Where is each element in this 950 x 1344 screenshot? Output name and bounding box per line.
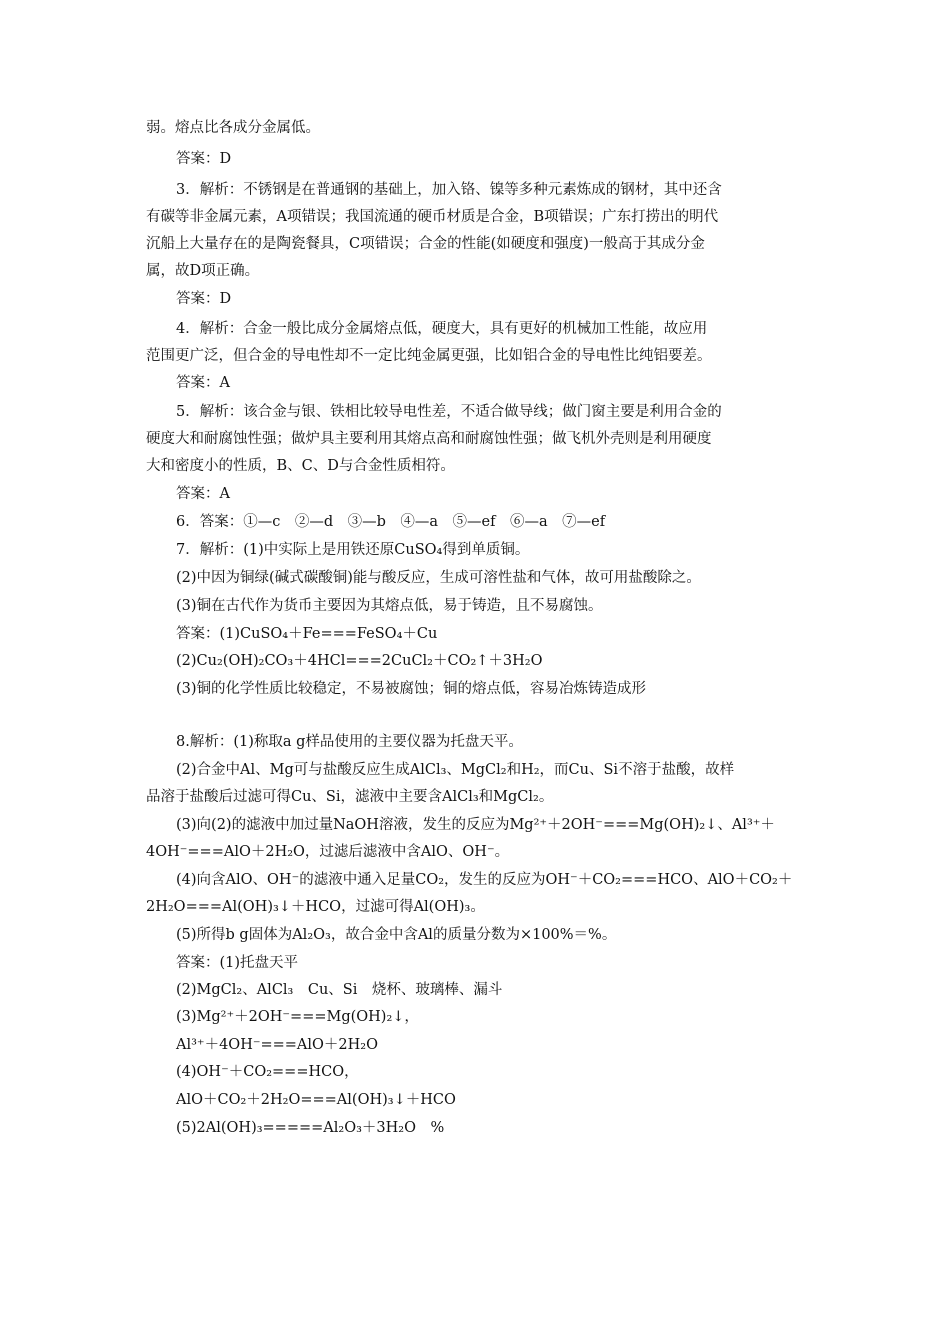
text-line: (2)Cu₂(OH)₂CO₃＋4HCl===2CuCl₂＋CO₂↑＋3H₂O (176, 653, 543, 669)
text-line: (3)铜在古代作为货币主要因为其熔点低，易于铸造，且不易腐蚀。 (176, 598, 603, 614)
text-line: 品溶于盐酸后过滤可得Cu、Si，滤液中主要含AlCl₃和MgCl₂。 (146, 789, 554, 805)
q4-analysis: 4．解析：合金一般比成分金属熔点低，硬度大，具有更好的机械加工性能，故应用 (176, 321, 708, 337)
text-line: 大和密度小的性质，B、C、D与合金性质相符。 (146, 458, 455, 474)
text-line: (3)向(2)的滤液中加过量NaOH溶液，发生的反应为Mg²⁺＋2OH⁻===Mg(OH)₂↓、Al³⁺＋ (176, 817, 775, 833)
text-line: 有碳等非金属元素，A项错误；我国流通的硬币材质是合金，B项错误；广东打捞出的明代 (146, 209, 719, 225)
q8-analysis: 8.解析：(1)称取a g样品使用的主要仪器为托盘天平。 (176, 734, 523, 750)
answer-line: 答案：A (176, 486, 230, 502)
text-line: (3)铜的化学性质比较稳定，不易被腐蚀；铜的熔点低，容易冶炼铸造成形 (176, 681, 647, 697)
answer-line: 答案：A (176, 375, 230, 391)
answer-line: 答案：D (176, 291, 232, 307)
text-line: (5)所得b g固体为Al₂O₃，故合金中含Al的质量分数为×100%＝%。 (176, 927, 617, 943)
answer-line: 答案：(1)托盘天平 (176, 955, 299, 971)
text-line: 弱。熔点比各成分金属低。 (146, 120, 320, 136)
q5-analysis: 5．解析：该合金与银、铁相比较导电性差，不适合做导线；做门窗主要是利用合金的 (176, 404, 722, 420)
text-line: (2)合金中Al、Mg可与盐酸反应生成AlCl₃、MgCl₂和H₂，而Cu、Si不溶于盐酸，故样 (176, 762, 735, 778)
text-line: 属，故D项正确。 (146, 263, 260, 279)
text-line: 4OH⁻===AlO＋2H₂O，过滤后滤液中含AlO、OH⁻。 (146, 844, 510, 860)
answer-line: 答案：D (176, 151, 232, 167)
answer-line: 答案：(1)CuSO₄＋Fe===FeSO₄＋Cu (176, 626, 438, 642)
q3-analysis: 3．解析：不锈钢是在普通钢的基础上，加入铬、镍等多种元素炼成的钢材，其中还含 (176, 182, 722, 198)
q7-analysis: 7．解析：(1)中实际上是用铁还原CuSO₄得到单质铜。 (176, 542, 530, 558)
text-line: 沉船上大量存在的是陶瓷餐具，C项错误；合金的性能(如硬度和强度)一般高于其成分金 (146, 236, 705, 252)
text-line: (4)向含AlO、OH⁻的滤液中通入足量CO₂，发生的反应为OH⁻＋CO₂===HCO、AlO＋CO₂＋ (176, 872, 793, 888)
text-line: Al³⁺＋4OH⁻===AlO＋2H₂O (176, 1037, 379, 1053)
text-line: (4)OH⁻＋CO₂===HCO， (176, 1064, 359, 1080)
text-line: 范围更广泛，但合金的导电性却不一定比纯金属更强，比如铝合金的导电性比纯铝要差。 (146, 348, 712, 364)
q6-answer: 6．答案：①—c ②—d ③—b ④—a ⑤—ef ⑥—a ⑦—ef (176, 514, 606, 530)
text-line: (5)2Al(OH)₃=====Al₂O₃＋3H₂O % (176, 1120, 445, 1136)
text-line: (2)MgCl₂、AlCl₃ Cu、Si 烧杯、玻璃棒、漏斗 (176, 982, 503, 998)
text-line: (3)Mg²⁺＋2OH⁻===Mg(OH)₂↓， (176, 1009, 419, 1025)
text-line: (2)中因为铜绿(碱式碳酸铜)能与酸反应，生成可溶性盐和气体，故可用盐酸除之。 (176, 570, 701, 586)
text-line: 硬度大和耐腐蚀性强；做炉具主要利用其熔点高和耐腐蚀性强；做飞机外壳则是利用硬度 (146, 431, 712, 447)
text-line: AlO＋CO₂＋2H₂O===Al(OH)₃↓＋HCO (176, 1092, 456, 1108)
text-line: 2H₂O===Al(OH)₃↓＋HCO，过滤可得Al(OH)₃。 (146, 899, 485, 915)
